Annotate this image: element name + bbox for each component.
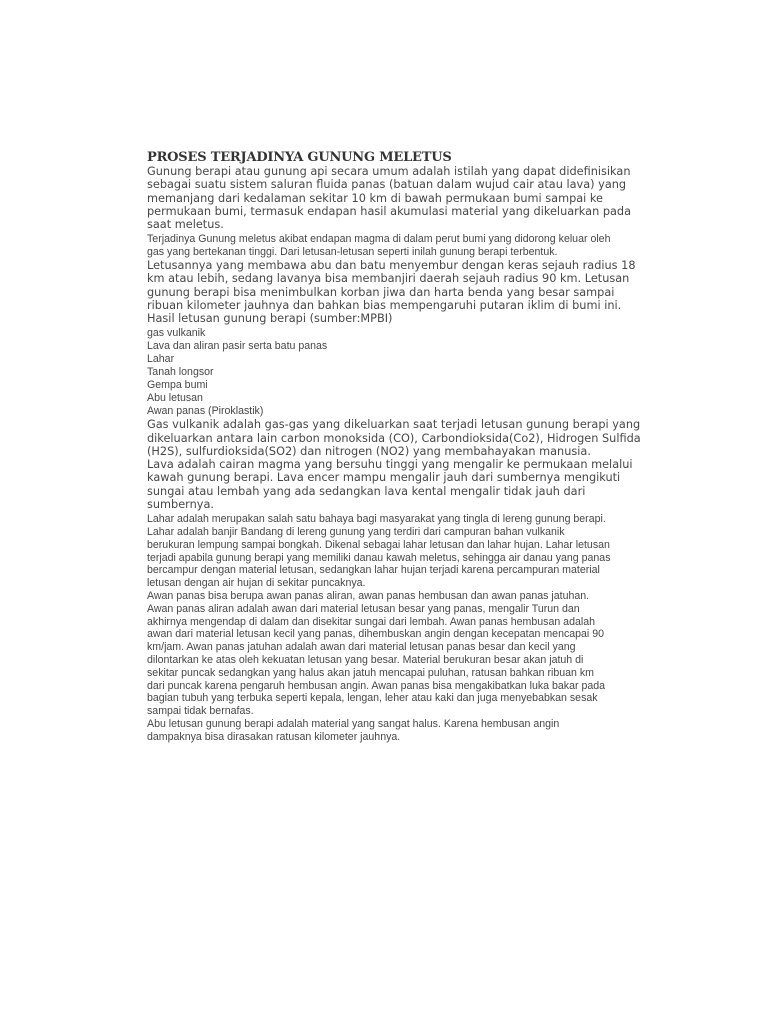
list-item: Gempa bumi: [147, 378, 208, 391]
document-page: [147, 150, 659, 744]
paragraph-pyroclastic-cloud: Awan panas bisa berupa awan panas aliran, awan panas hembusan dan awan panas jatuhan. Awan panas aliran adalah awan dari material letusan besar yang panas, mengalir Turun dan akhirnya mengendap di dalam dan disekitar sungai dari lembah. Awan panas hembusan adalah awan dari material letusan kecil yang panas, dihembuskan angin dengan kecepatan mencapai 90 km/jam. Awan panas jatuhan adalah awan dari material letusan panas besar dan kecil yang dilontarkan ke atas oleh kekuatan letusan yang besar. Material berukuran besar akan jatuh di sekitar puncak sedangkan yang halus akan jatuh mencapai puluhan, ratusan bahkan ribuan km dari puncak karena pengaruh hembusan angin. Awan panas bisa mengakibatkan luka bakar pada bagian tubuh yang terbuka seperti kepala, lengan, leher atau kaki dan juga menyebabkan sesak sampai tidak bernafas.: [147, 590, 606, 718]
paragraph-eruption-effects: Letusannya yang membawa abu dan batu menyembur dengan keras sejauh radius 18 km atau lebih, sedang lavanya bisa membanjiri daerah sejauh radius 90 km. Letusan gunung berapi bisa menimbulkan korban jiwa dan harta benda yang besar sampai ribuan kilometer jauhnya dan bahkan bias mempengaruhi putaran iklim di bumi ini. Hasil letusan gunung berapi (sumber:MPBI): [147, 259, 636, 326]
list-item: Awan panas (Piroklastik): [147, 405, 264, 418]
document-title: PROSES TERJADINYA GUNUNG MELETUS: [147, 150, 452, 165]
list-item: Tanah longsor: [147, 365, 214, 378]
list-item: Abu letusan: [147, 392, 203, 405]
list-item: Lahar: [147, 352, 175, 365]
paragraph-lahar: Lahar adalah merupakan salah satu bahaya bagi masyarakat yang tingla di lereng gunung berapi. Lahar adalah banjir Bandang di lereng gunung yang terdiri dari campuran bahan vulkanik berukuran lempung sampai bongkah. Dikenal sebagai lahar letusan dan lahar hujan. Lahar letusan terjadi apabila gunung berapi yang memiliki danau kawah meletus, sehingga air danau yang panas bercampur dengan material letusan, sedangkan lahar hujan terjadi karena percampuran material letusan dengan air hujan di sekitar puncaknya.: [147, 513, 611, 590]
paragraph-volcanic-ash: Abu letusan gunung berapi adalah material yang sangat halus. Karena hembusan angin dampaknya bisa dirasakan ratusan kilometer jauhnya.: [147, 718, 560, 743]
eruption-results-list: [147, 327, 659, 419]
paragraph-lava: Lava adalah cairan magma yang bersuhu tinggi yang mengalir ke permukaan melalui kawah gunung berapi. Lava encer mampu mengalir jauh dari sumbernya mengikuti sungai atau lembah yang ada sedangkan lava kental mengalir tidak jauh dari sumbernya.: [147, 458, 633, 511]
list-item: Lava dan aliran pasir serta batu panas: [147, 339, 328, 352]
paragraph-cause: Terjadinya Gunung meletus akibat endapan magma di dalam perut bumi yang didorong keluar oleh gas yang bertekanan tinggi. Dari letusan-letusan seperti inilah gunung berapi terbentuk.: [147, 233, 611, 259]
list-item: gas vulkanik: [147, 326, 206, 339]
paragraph-definition: Gunung berapi atau gunung api secara umum adalah istilah yang dapat didefinisikan sebagai suatu sistem saluran fluida panas (batuan dalam wujud cair atau lava) yang memanjang dari kedalaman sekitar 10 km di bawah permukaan bumi sampai ke permukaan bumi, termasuk endapan hasil akumulasi material yang dikeluarkan pada saat meletus.: [147, 165, 632, 232]
paragraph-volcanic-gas: Gas vulkanik adalah gas-gas yang dikeluarkan saat terjadi letusan gunung berapi yang dikeluarkan antara lain carbon monoksida (CO), Carbondioksida(Co2), Hidrogen Sulfida (H2S), sulfurdioksida(SO2) dan nitrogen (NO2) yang membahayakan manusia.: [147, 418, 641, 458]
